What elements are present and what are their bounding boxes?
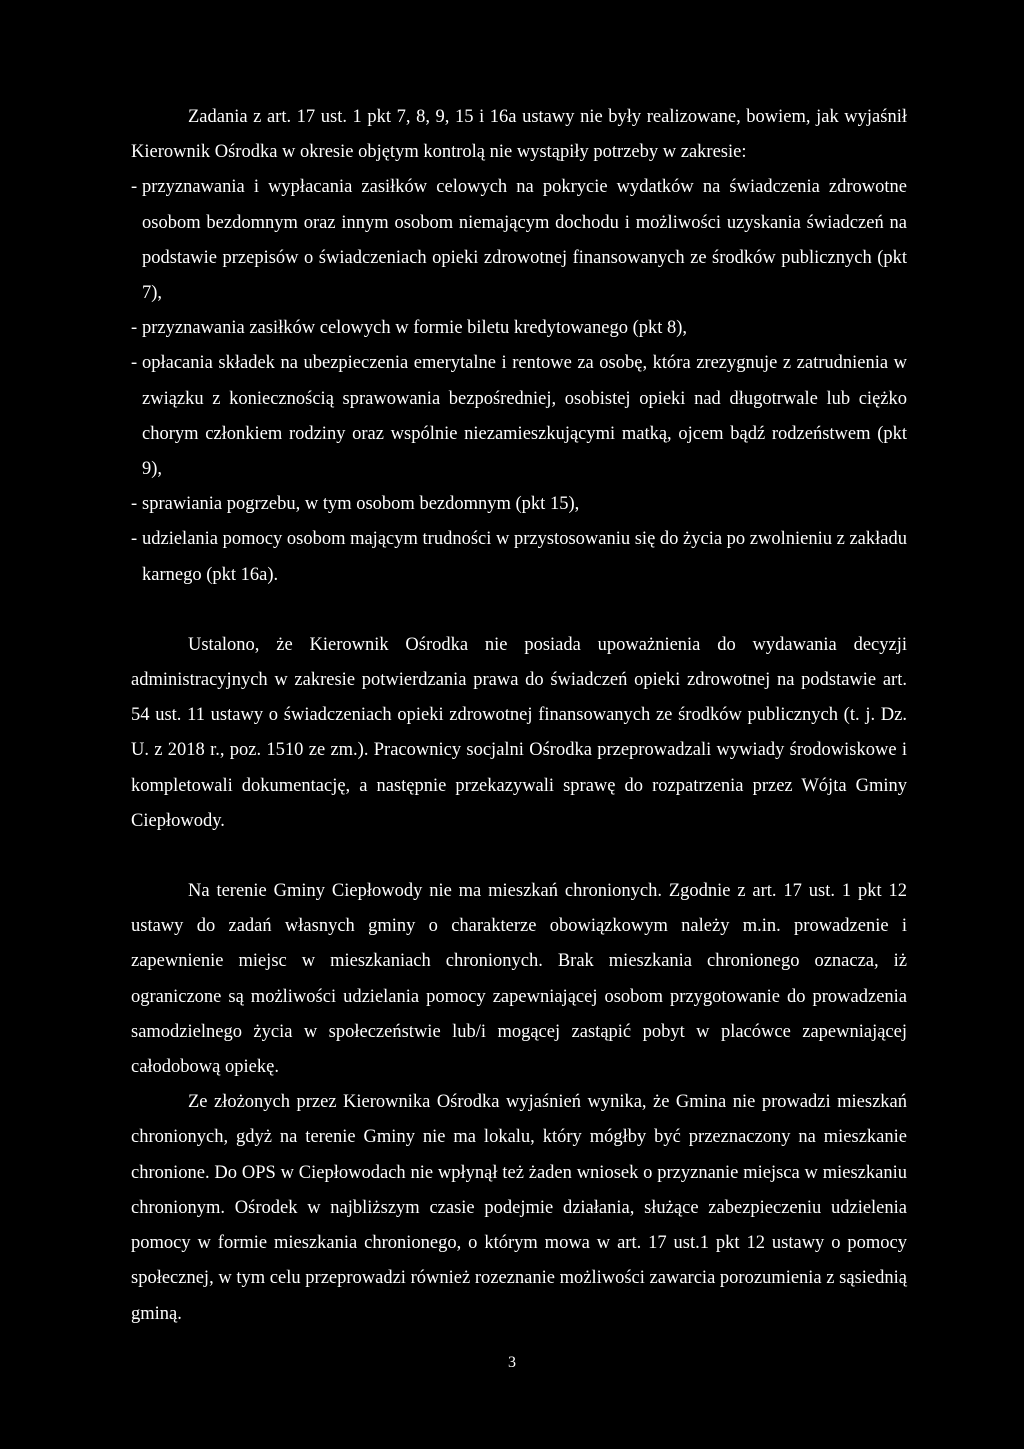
list-item [131,311,907,346]
list-item [131,522,907,592]
document-page [131,100,907,1332]
list-item-text: sprawiania pogrzebu, w tym osobom bezdomnym (pkt 15), [142,494,580,515]
list-item-text: udzielania pomocy osobom mającym trudności w przystosowaniu się do życia po zwolnieniu z zakładu karnego (pkt 16a). [142,529,907,585]
paragraph-authorization: Ustalono, że Kierownik Ośrodka nie posiada upoważnienia do wydawania decyzji administracyjnych w zakresie potwierdzania prawa do świadczeń opieki zdrowotnej na podstawie art. 54 ust. 11 ustawy o świadczeniach opieki zdrowotnej finansowanych ze środków publicznych (t. j. Dz. U. z 2018 r., poz. 1510 ze zm.). Pracownicy socjalni Ośrodka przeprowadzali wywiady środowiskowe i kompletowali dokumentację, a następnie przekazywali sprawę do rozpatrzenia przez Wójta Gminy Ciepłowody. [131,634,907,831]
page-number: 3 [508,1354,516,1371]
list-item [131,346,907,487]
paragraph-protected-housing: Na terenie Gminy Ciepłowody nie ma mieszkań chronionych. Zgodnie z art. 17 ust. 1 pkt 12 ustawy do zadań własnych gminy o charakterze obowiązkowym należy m.in. prowadzenie i zapewnienie miejsc w mieszkaniach chronionych. Brak mieszkania chronionego oznacza, iż ograniczone są możliwości udzielania pomocy zapewniającej osobom przygotowanie do prowadzenia samodzielnego życia w społeczeństwie lub/i mogącej zastąpić pobyt w placówce zapewniającej całodobową opiekę. [131,881,907,1078]
list-item-text: przyznawania i wypłacania zasiłków celowych na pokrycie wydatków na świadczenia zdrowotne osobom bezdomnym oraz innym osobom niemającym dochodu i możliwości uzyskania świadczeń na podstawie przepisów o świadczeniach opieki zdrowotnej finansowanych ze środków publicznych (pkt 7), [142,177,907,304]
list-dash: - [131,177,138,198]
list-dash: - [131,318,138,339]
list-dash: - [131,494,138,515]
list-item-text: opłacania składek na ubezpieczenia emerytalne i rentowe za osobę, która zrezygnuje z zatrudnienia w związku z koniecznością sprawowania bezpośredniej, osobistej opieki nad długotrwale lub ciężko chorym członkiem rodziny oraz wspólnie niezamieszkującymi matką, ojcem bądź rodzeństwem (pkt 9), [142,353,907,480]
list-dash: - [131,529,138,550]
list-item [131,487,907,522]
paragraph-explanations: Ze złożonych przez Kierownika Ośrodka wyjaśnień wynika, że Gmina nie prowadzi mieszkań chronionych, gdyż na terenie Gminy nie ma lokalu, który mógłby być przeznaczony na mieszkanie chronione. Do OPS w Ciepłowodach nie wpłynął też żaden wniosek o przyznanie miejsca w mieszkaniu chronionym. Ośrodek w najbliższym czasie podejmie działania, służące zabezpieczeniu udzielenia pomocy w formie mieszkania chronionego, o którym mowa w art. 17 ust.1 pkt 12 ustawy o pomocy społecznej, w tym celu przeprowadzi również rozeznanie możliwości zawarcia porozumienia z sąsiednią gminą. [131,1092,907,1324]
list-item [131,170,907,311]
paragraph-spacer [131,839,907,874]
paragraph-spacer [131,593,907,628]
task-list [131,170,907,592]
list-dash: - [131,353,138,374]
intro-paragraph: Zadania z art. 17 ust. 1 pkt 7, 8, 9, 15 i 16a ustawy nie były realizowane, bowiem, jak wyjaśnił Kierownik Ośrodka w okresie objętym kontrolą nie wystąpiły potrzeby w zakresie: [131,107,907,163]
list-item-text: przyznawania zasiłków celowych w formie biletu kredytowanego (pkt 8), [142,318,688,339]
